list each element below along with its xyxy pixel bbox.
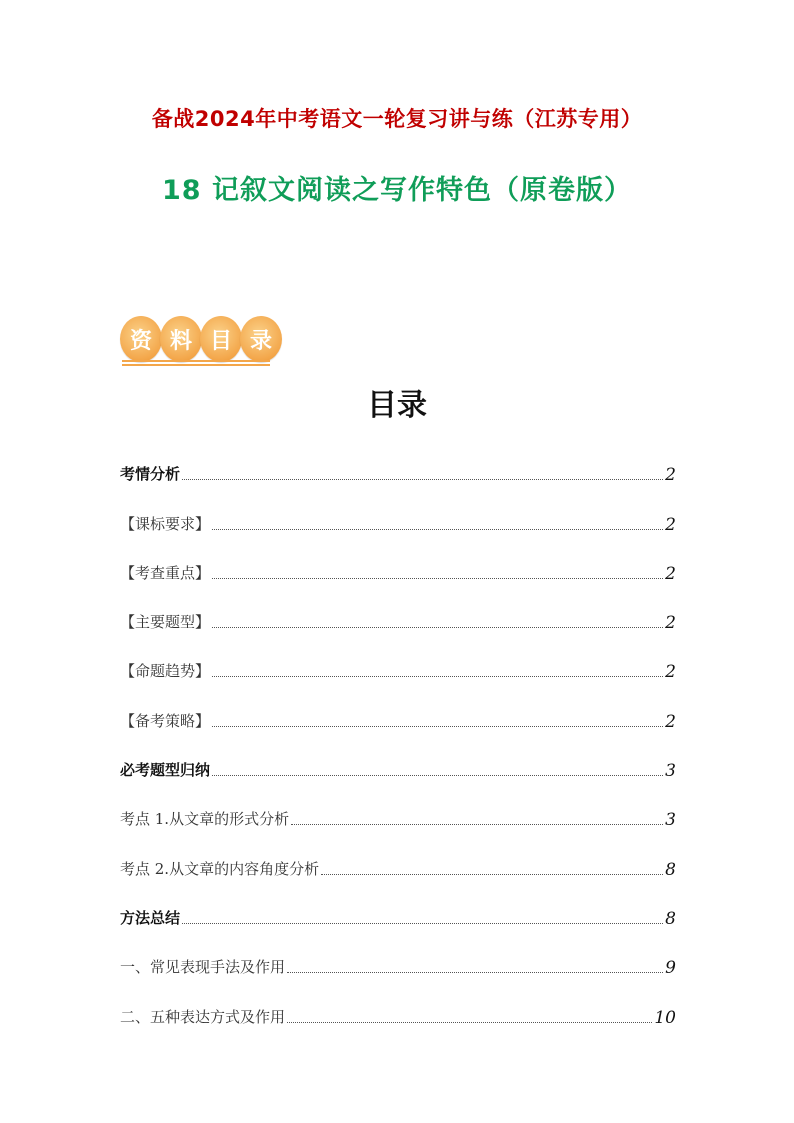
- toc-leader-dots: [212, 578, 663, 579]
- toc-entry-page: 8: [665, 908, 676, 929]
- toc-entry-title: 必考题型归纳: [120, 761, 211, 780]
- toc-leader-dots: [212, 676, 663, 677]
- toc-entry[interactable]: [120, 987, 676, 1036]
- toc-entry-page: 2: [665, 514, 676, 535]
- toc-leader-dots: [182, 479, 663, 480]
- toc-leader-dots: [212, 627, 663, 628]
- toc-entry[interactable]: [120, 593, 676, 642]
- section-badge: [120, 316, 280, 366]
- toc-entry[interactable]: [120, 889, 676, 938]
- toc-entry-title: 考点 2.从文章的内容角度分析: [120, 859, 320, 878]
- table-of-contents: [120, 445, 676, 1037]
- toc-entry[interactable]: [120, 790, 676, 839]
- toc-entry[interactable]: [120, 839, 676, 888]
- document-subtitle: 18 记叙文阅读之写作特色（原卷版）: [162, 175, 632, 206]
- badge-char-2: 料: [160, 316, 202, 362]
- toc-entry[interactable]: [120, 494, 676, 543]
- toc-entry-title: 二、五种表达方式及作用: [120, 1007, 286, 1026]
- toc-entry-page: 2: [665, 711, 676, 732]
- toc-leader-dots: [287, 972, 663, 973]
- toc-entry[interactable]: [120, 642, 676, 691]
- toc-entry-title: 一、常见表现手法及作用: [120, 958, 286, 977]
- toc-entry-page: 3: [665, 761, 676, 782]
- toc-leader-dots: [212, 775, 663, 776]
- toc-entry-title: 考点 1.从文章的形式分析: [120, 810, 290, 829]
- toc-entry-title: 【主要题型】: [120, 613, 211, 632]
- toc-entry-page: 10: [654, 1007, 676, 1028]
- toc-entry[interactable]: [120, 544, 676, 593]
- toc-entry-page: 8: [665, 859, 676, 880]
- badge-char-1: 资: [120, 316, 162, 362]
- toc-entry[interactable]: [120, 691, 676, 740]
- toc-entry-title: 【课标要求】: [120, 514, 211, 533]
- toc-entry-title: 【考查重点】: [120, 563, 211, 582]
- toc-leader-dots: [321, 874, 663, 875]
- toc-entry-page: 9: [665, 958, 676, 979]
- toc-leader-dots: [182, 923, 663, 924]
- toc-entry-page: 2: [665, 563, 676, 584]
- toc-heading: 目录: [367, 388, 427, 423]
- toc-entry[interactable]: [120, 445, 676, 494]
- toc-leader-dots: [287, 1022, 652, 1023]
- toc-entry[interactable]: [120, 741, 676, 790]
- toc-entry-title: 【命题趋势】: [120, 662, 211, 681]
- badge-char-3: 目: [200, 316, 242, 362]
- toc-entry[interactable]: [120, 938, 676, 987]
- toc-entry-page: 2: [665, 465, 676, 486]
- badge-underline: [122, 364, 270, 366]
- toc-entry-page: 2: [665, 662, 676, 683]
- toc-leader-dots: [212, 726, 663, 727]
- toc-entry-title: 方法总结: [120, 908, 181, 927]
- toc-entry-title: 考情分析: [120, 465, 181, 484]
- document-title: 备战2024年中考语文一轮复习讲与练（江苏专用）: [151, 107, 643, 131]
- toc-entry-page: 3: [665, 810, 676, 831]
- toc-leader-dots: [212, 529, 663, 530]
- badge-char-4: 录: [240, 316, 282, 362]
- toc-leader-dots: [291, 824, 663, 825]
- toc-entry-page: 2: [665, 613, 676, 634]
- badge-underline: [122, 360, 270, 362]
- toc-entry-title: 【备考策略】: [120, 711, 211, 730]
